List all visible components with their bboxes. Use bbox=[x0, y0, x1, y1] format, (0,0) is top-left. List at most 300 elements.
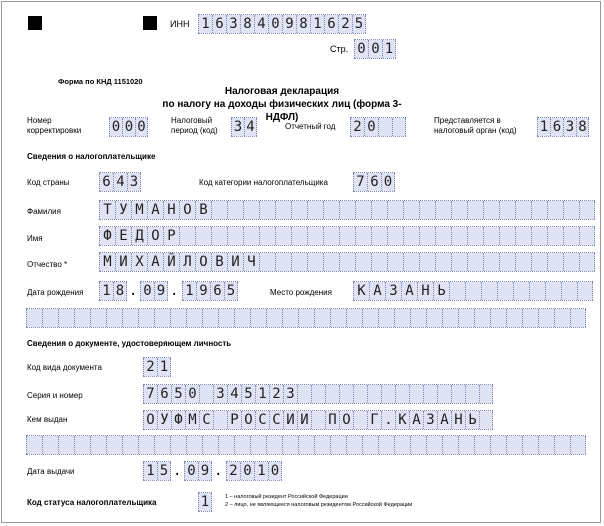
char-cell bbox=[307, 227, 323, 245]
series-field[interactable] bbox=[143, 384, 493, 404]
char-cell: 3 bbox=[213, 385, 227, 403]
char-cell: И bbox=[227, 253, 243, 271]
char-cell bbox=[311, 385, 325, 403]
country-label: Код страны bbox=[27, 178, 70, 187]
char-cell bbox=[499, 253, 515, 271]
char-cell: 7 bbox=[353, 173, 367, 191]
char-cell: Й bbox=[163, 253, 179, 271]
period-field[interactable] bbox=[231, 117, 257, 137]
char-cell bbox=[570, 436, 586, 454]
char-cell: 5 bbox=[241, 385, 255, 403]
birth-place-label: Место рождения bbox=[270, 288, 332, 297]
char-cell bbox=[467, 253, 483, 271]
char-cell: 1 bbox=[157, 358, 171, 376]
patronymic-field[interactable] bbox=[99, 252, 595, 272]
char-cell bbox=[410, 309, 426, 327]
issued-by-field[interactable] bbox=[143, 410, 493, 430]
char-cell bbox=[403, 201, 419, 219]
char-cell bbox=[367, 385, 381, 403]
char-cell: С bbox=[199, 411, 213, 429]
char-cell bbox=[234, 309, 250, 327]
char-cell: 1 bbox=[254, 462, 268, 480]
char-cell bbox=[282, 309, 298, 327]
char-cell bbox=[291, 201, 307, 219]
char-cell bbox=[346, 436, 362, 454]
birth-place-continuation-field[interactable] bbox=[26, 308, 586, 328]
authority-field[interactable] bbox=[537, 117, 589, 137]
char-cell: 0 bbox=[364, 118, 378, 136]
char-cell: 1 bbox=[310, 15, 324, 33]
char-cell: У bbox=[115, 201, 131, 219]
char-cell bbox=[26, 309, 42, 327]
char-cell bbox=[547, 227, 563, 245]
char-cell bbox=[419, 253, 435, 271]
char-cell bbox=[426, 436, 442, 454]
taxpayer-section-title: Сведения о налогоплательщике bbox=[27, 152, 156, 161]
char-cell: 2 bbox=[350, 118, 364, 136]
char-cell: 0 bbox=[140, 282, 154, 300]
char-cell bbox=[483, 227, 499, 245]
char-cell: 6 bbox=[210, 282, 224, 300]
char-cell: М bbox=[131, 201, 147, 219]
char-cell bbox=[259, 227, 275, 245]
char-cell bbox=[298, 309, 314, 327]
char-cell bbox=[381, 385, 395, 403]
char-cell: З bbox=[423, 411, 437, 429]
char-cell bbox=[378, 436, 394, 454]
issue-date-separator-1: . bbox=[173, 463, 182, 479]
char-cell bbox=[547, 201, 563, 219]
char-cell: 3 bbox=[127, 173, 141, 191]
char-cell bbox=[202, 309, 218, 327]
char-cell: Р bbox=[227, 411, 241, 429]
char-cell bbox=[353, 385, 367, 403]
char-cell: 0 bbox=[122, 118, 135, 136]
char-cell: С bbox=[255, 411, 269, 429]
char-cell: 2 bbox=[226, 462, 240, 480]
char-cell bbox=[90, 309, 106, 327]
char-cell: 5 bbox=[157, 462, 171, 480]
char-cell: 0 bbox=[109, 118, 122, 136]
category-field[interactable] bbox=[353, 172, 395, 192]
char-cell: 4 bbox=[227, 385, 241, 403]
char-cell bbox=[371, 253, 387, 271]
char-cell: 9 bbox=[282, 15, 296, 33]
char-cell bbox=[106, 436, 122, 454]
char-cell bbox=[106, 309, 122, 327]
title-line-2: по налогу на доходы физических лиц (форма 3-НДФЛ) bbox=[162, 99, 402, 123]
char-cell bbox=[497, 282, 513, 300]
surname-field[interactable] bbox=[99, 200, 595, 220]
birth-day-field[interactable] bbox=[99, 281, 127, 301]
char-cell bbox=[186, 436, 202, 454]
inn-field[interactable] bbox=[198, 14, 366, 34]
series-label: Серия и номер bbox=[27, 391, 83, 400]
char-cell: 4 bbox=[254, 15, 268, 33]
char-cell bbox=[419, 227, 435, 245]
char-cell bbox=[515, 253, 531, 271]
char-cell bbox=[538, 309, 554, 327]
char-cell: 0 bbox=[184, 462, 198, 480]
char-cell bbox=[442, 309, 458, 327]
char-cell bbox=[346, 309, 362, 327]
char-cell bbox=[314, 436, 330, 454]
char-cell: А bbox=[437, 411, 451, 429]
char-cell bbox=[506, 309, 522, 327]
issue-date-separator-2: . bbox=[214, 463, 223, 479]
char-cell bbox=[26, 436, 42, 454]
char-cell: Ф bbox=[171, 411, 185, 429]
name-field[interactable] bbox=[99, 226, 595, 246]
char-cell bbox=[58, 436, 74, 454]
char-cell bbox=[467, 227, 483, 245]
issued-by-label: Кем выдан bbox=[27, 415, 68, 424]
char-cell bbox=[259, 253, 275, 271]
char-cell bbox=[474, 436, 490, 454]
char-cell: М bbox=[185, 411, 199, 429]
char-cell bbox=[474, 309, 490, 327]
birth-month-field[interactable] bbox=[140, 281, 168, 301]
char-cell: 0 bbox=[240, 462, 254, 480]
char-cell bbox=[339, 227, 355, 245]
char-cell: 1 bbox=[198, 493, 212, 511]
form-page bbox=[1, 1, 601, 523]
char-cell bbox=[577, 282, 593, 300]
char-cell: П bbox=[325, 411, 339, 429]
char-cell: 0 bbox=[185, 385, 199, 403]
char-cell: В bbox=[211, 253, 227, 271]
correction-label: Номер корректировки bbox=[27, 116, 82, 135]
char-cell bbox=[211, 227, 227, 245]
char-cell bbox=[378, 309, 394, 327]
char-cell: 6 bbox=[367, 173, 381, 191]
char-cell bbox=[213, 411, 227, 429]
char-cell: 5 bbox=[224, 282, 238, 300]
title-line-1: Налоговая декларация bbox=[224, 86, 340, 97]
char-cell: 3 bbox=[283, 385, 297, 403]
char-cell bbox=[74, 309, 90, 327]
char-cell: 6 bbox=[550, 118, 563, 136]
char-cell bbox=[483, 253, 499, 271]
char-cell bbox=[122, 436, 138, 454]
correction-field[interactable] bbox=[109, 117, 148, 137]
issue-year-field[interactable] bbox=[226, 461, 282, 481]
status-note-1: 1 – налоговый резидент Российской Федерации bbox=[225, 494, 348, 500]
char-cell: О bbox=[241, 411, 255, 429]
char-cell: И bbox=[297, 411, 311, 429]
char-cell: А bbox=[401, 282, 417, 300]
char-cell bbox=[218, 436, 234, 454]
char-cell bbox=[483, 201, 499, 219]
char-cell bbox=[506, 436, 522, 454]
char-cell bbox=[467, 201, 483, 219]
char-cell bbox=[227, 227, 243, 245]
char-cell: 7 bbox=[143, 385, 157, 403]
document-section-title: Сведения о документе, удостоверяющем личность bbox=[27, 339, 232, 348]
char-cell bbox=[298, 436, 314, 454]
char-cell: 5 bbox=[171, 385, 185, 403]
char-cell: 3 bbox=[231, 118, 244, 136]
char-cell: Ь bbox=[433, 282, 449, 300]
char-cell: 3 bbox=[563, 118, 576, 136]
country-field[interactable] bbox=[99, 172, 141, 192]
char-cell bbox=[314, 309, 330, 327]
char-cell: 4 bbox=[113, 173, 127, 191]
char-cell: 8 bbox=[296, 15, 310, 33]
char-cell: 0 bbox=[381, 173, 395, 191]
birth-place-field[interactable] bbox=[353, 281, 593, 301]
char-cell bbox=[275, 253, 291, 271]
char-cell bbox=[311, 411, 325, 429]
status-label: Код статуса налогоплательщика bbox=[27, 498, 157, 507]
char-cell bbox=[362, 436, 378, 454]
char-cell bbox=[234, 436, 250, 454]
char-cell: И bbox=[283, 411, 297, 429]
char-cell bbox=[515, 201, 531, 219]
char-cell bbox=[458, 436, 474, 454]
char-cell: 6 bbox=[157, 385, 171, 403]
char-cell bbox=[250, 436, 266, 454]
char-cell bbox=[323, 253, 339, 271]
char-cell: О bbox=[339, 411, 353, 429]
char-cell bbox=[513, 282, 529, 300]
char-cell: 1 bbox=[198, 15, 212, 33]
char-cell: С bbox=[269, 411, 283, 429]
status-note-2: 2 – лицо, не являющееся налоговым резидентом Российской Федерации bbox=[225, 502, 413, 508]
char-cell: Н bbox=[417, 282, 433, 300]
char-cell bbox=[179, 227, 195, 245]
period-label: Налоговый период (код) bbox=[171, 116, 218, 135]
char-cell: О bbox=[143, 411, 157, 429]
char-cell bbox=[325, 385, 339, 403]
char-cell bbox=[90, 436, 106, 454]
char-cell: 8 bbox=[240, 15, 254, 33]
char-cell: 6 bbox=[99, 173, 113, 191]
char-cell bbox=[307, 253, 323, 271]
char-cell bbox=[211, 201, 227, 219]
char-cell: 2 bbox=[338, 15, 352, 33]
char-cell bbox=[122, 309, 138, 327]
char-cell: 2 bbox=[269, 385, 283, 403]
char-cell bbox=[297, 385, 311, 403]
char-cell bbox=[275, 227, 291, 245]
char-cell bbox=[371, 201, 387, 219]
char-cell: Е bbox=[115, 227, 131, 245]
inn-label: ИНН bbox=[170, 19, 190, 29]
char-cell bbox=[266, 309, 282, 327]
form-code: Форма по КНД 1151020 bbox=[58, 77, 143, 86]
char-cell bbox=[547, 253, 563, 271]
char-cell: 9 bbox=[196, 282, 210, 300]
char-cell bbox=[323, 201, 339, 219]
char-cell: 1 bbox=[382, 40, 396, 58]
authority-label: Представляется в налоговый орган (код) bbox=[434, 116, 517, 135]
char-cell bbox=[579, 201, 595, 219]
char-cell bbox=[451, 253, 467, 271]
char-cell: И bbox=[115, 253, 131, 271]
char-cell: К bbox=[395, 411, 409, 429]
char-cell: А bbox=[147, 201, 163, 219]
char-cell bbox=[202, 436, 218, 454]
char-cell bbox=[259, 201, 275, 219]
char-cell bbox=[42, 436, 58, 454]
char-cell bbox=[410, 436, 426, 454]
char-cell bbox=[435, 227, 451, 245]
char-cell: О bbox=[195, 253, 211, 271]
char-cell bbox=[529, 282, 545, 300]
issued-by-continuation-field[interactable] bbox=[26, 435, 586, 455]
char-cell bbox=[218, 309, 234, 327]
page-field[interactable] bbox=[354, 39, 396, 59]
char-cell bbox=[554, 309, 570, 327]
char-cell: 0 bbox=[135, 118, 148, 136]
issue-date-label: Дата выдачи bbox=[27, 467, 75, 476]
char-cell bbox=[515, 227, 531, 245]
char-cell: О bbox=[147, 227, 163, 245]
char-cell bbox=[570, 309, 586, 327]
birth-date-separator-2: . bbox=[170, 283, 179, 299]
char-cell: Д bbox=[131, 227, 147, 245]
char-cell bbox=[499, 227, 515, 245]
char-cell: Ь bbox=[465, 411, 479, 429]
char-cell bbox=[479, 385, 493, 403]
char-cell bbox=[330, 309, 346, 327]
char-cell: 1 bbox=[99, 282, 113, 300]
char-cell bbox=[531, 201, 547, 219]
char-cell bbox=[227, 201, 243, 219]
corner-marker-right bbox=[143, 16, 157, 30]
char-cell: . bbox=[381, 411, 395, 429]
char-cell bbox=[387, 201, 403, 219]
char-cell: У bbox=[157, 411, 171, 429]
char-cell bbox=[170, 436, 186, 454]
char-cell bbox=[266, 436, 282, 454]
surname-label: Фамилия bbox=[27, 207, 61, 216]
char-cell bbox=[378, 118, 392, 136]
char-cell bbox=[531, 227, 547, 245]
birth-date-label: Дата рождения bbox=[27, 288, 84, 297]
char-cell bbox=[538, 436, 554, 454]
char-cell bbox=[275, 201, 291, 219]
char-cell: 0 bbox=[354, 40, 368, 58]
issue-month-field[interactable] bbox=[184, 461, 212, 481]
char-cell bbox=[392, 118, 406, 136]
char-cell: Р bbox=[163, 227, 179, 245]
char-cell: 8 bbox=[576, 118, 589, 136]
char-cell: 8 bbox=[113, 282, 127, 300]
char-cell bbox=[465, 385, 479, 403]
char-cell: 6 bbox=[212, 15, 226, 33]
char-cell bbox=[554, 436, 570, 454]
char-cell bbox=[339, 201, 355, 219]
char-cell: В bbox=[195, 201, 211, 219]
char-cell bbox=[435, 201, 451, 219]
char-cell bbox=[419, 201, 435, 219]
char-cell: 1 bbox=[182, 282, 196, 300]
char-cell bbox=[250, 309, 266, 327]
char-cell bbox=[186, 309, 202, 327]
char-cell bbox=[449, 282, 465, 300]
char-cell: А bbox=[147, 253, 163, 271]
char-cell: 0 bbox=[268, 462, 282, 480]
char-cell bbox=[579, 227, 595, 245]
char-cell: М bbox=[99, 253, 115, 271]
issue-day-field[interactable] bbox=[143, 461, 171, 481]
name-label: Имя bbox=[27, 234, 43, 243]
char-cell bbox=[291, 227, 307, 245]
doc-type-label: Код вида документа bbox=[27, 363, 102, 372]
char-cell bbox=[395, 385, 409, 403]
char-cell bbox=[563, 227, 579, 245]
char-cell bbox=[355, 227, 371, 245]
status-field[interactable] bbox=[198, 492, 212, 512]
patronymic-label: Отчество * bbox=[27, 260, 68, 269]
birth-year-field[interactable] bbox=[182, 281, 238, 301]
char-cell bbox=[490, 436, 506, 454]
category-label: Код категории налогоплательщика bbox=[199, 178, 328, 187]
char-cell bbox=[409, 385, 423, 403]
char-cell: З bbox=[385, 282, 401, 300]
char-cell bbox=[387, 253, 403, 271]
char-cell bbox=[545, 282, 561, 300]
char-cell: 0 bbox=[268, 15, 282, 33]
char-cell bbox=[42, 309, 58, 327]
char-cell bbox=[394, 309, 410, 327]
char-cell bbox=[442, 436, 458, 454]
char-cell bbox=[522, 309, 538, 327]
char-cell bbox=[437, 385, 451, 403]
char-cell: 5 bbox=[352, 15, 366, 33]
char-cell: Т bbox=[99, 201, 115, 219]
char-cell bbox=[423, 385, 437, 403]
char-cell: 3 bbox=[226, 15, 240, 33]
char-cell bbox=[138, 309, 154, 327]
char-cell bbox=[330, 436, 346, 454]
char-cell: К bbox=[353, 282, 369, 300]
char-cell bbox=[154, 436, 170, 454]
char-cell: Ч bbox=[243, 253, 259, 271]
char-cell bbox=[435, 253, 451, 271]
char-cell: 2 bbox=[143, 358, 157, 376]
char-cell: 9 bbox=[198, 462, 212, 480]
char-cell: 1 bbox=[255, 385, 269, 403]
char-cell bbox=[339, 253, 355, 271]
char-cell bbox=[490, 309, 506, 327]
char-cell: 1 bbox=[143, 462, 157, 480]
char-cell bbox=[243, 201, 259, 219]
char-cell bbox=[451, 201, 467, 219]
char-cell: 9 bbox=[154, 282, 168, 300]
char-cell bbox=[74, 436, 90, 454]
char-cell: Н bbox=[451, 411, 465, 429]
char-cell bbox=[563, 253, 579, 271]
year-field[interactable] bbox=[350, 117, 406, 137]
char-cell: 6 bbox=[324, 15, 338, 33]
birth-date-separator-1: . bbox=[129, 283, 138, 299]
char-cell bbox=[195, 227, 211, 245]
char-cell bbox=[58, 309, 74, 327]
char-cell: Г bbox=[367, 411, 381, 429]
char-cell: Л bbox=[179, 253, 195, 271]
char-cell bbox=[522, 436, 538, 454]
char-cell bbox=[579, 253, 595, 271]
char-cell bbox=[353, 411, 367, 429]
char-cell bbox=[403, 227, 419, 245]
char-cell bbox=[323, 227, 339, 245]
corner-marker-left bbox=[28, 16, 42, 30]
doc-type-field[interactable] bbox=[143, 357, 171, 377]
char-cell bbox=[479, 411, 493, 429]
